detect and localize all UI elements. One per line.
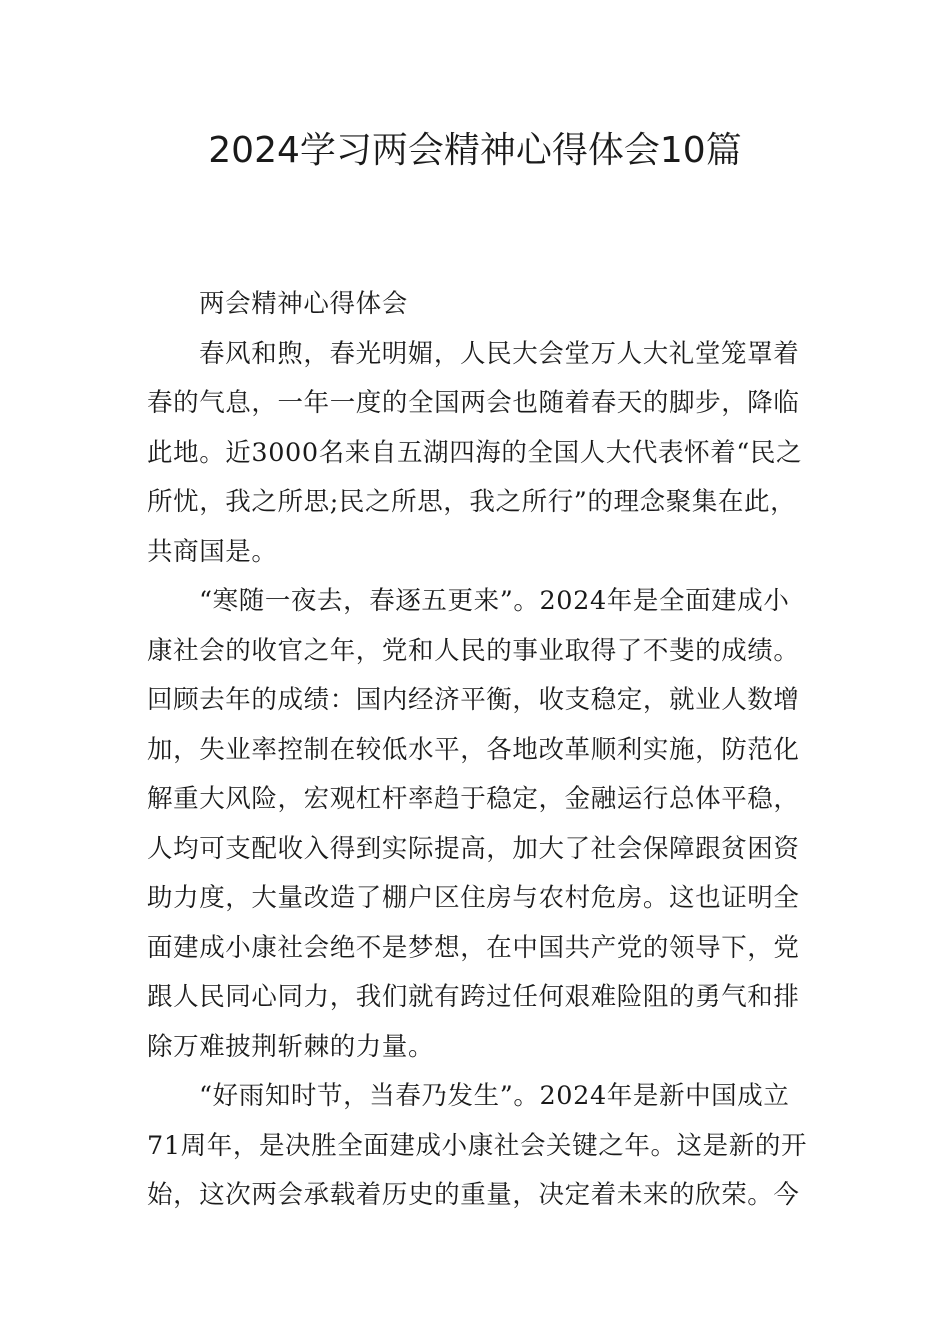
text-line: “寒随一夜去，春逐五更来”。2024年是全面建成小 bbox=[199, 586, 790, 616]
text-line: 助力度，大量改造了棚户区住房与农村危房。这也证明全 bbox=[147, 883, 800, 913]
text-line: 始，这次两会承载着历史的重量，决定着未来的欣荣。今 bbox=[147, 1180, 800, 1210]
text-line: 共商国是。 bbox=[147, 536, 278, 567]
text-line: 加，失业率控制在较低水平，各地改革顺利实施，防范化 bbox=[147, 734, 800, 765]
text-line: 71周年，是决胜全面建成小康社会关键之年。这是新的开 bbox=[147, 1130, 808, 1161]
text-line: 跟人民同心同力，我们就有跨过任何艰难险阻的勇气和排 bbox=[147, 982, 800, 1012]
text-line: 回顾去年的成绩：国内经济平衡，收支稳定，就业人数增 bbox=[147, 685, 800, 715]
text-line: 春风和煦，春光明媚，人民大会堂万人大礼堂笼罩着 bbox=[199, 338, 800, 369]
document-body bbox=[147, 280, 807, 1221]
text-line: “好雨知时节，当春乃发生”。2024年是新中国成立 bbox=[199, 1081, 790, 1111]
text-line: 除万难披荆斩棘的力量。 bbox=[147, 1031, 435, 1062]
text-line: 春的气息，一年一度的全国两会也随着春天的脚步，降临 bbox=[147, 388, 800, 418]
text-line: 所忧，我之所思;民之所思，我之所行”的理念聚集在此， bbox=[147, 487, 797, 517]
text-line: 人均可支配收入得到实际提高，加大了社会保障跟贫困资 bbox=[147, 833, 800, 864]
text-line: 两会精神心得体会 bbox=[199, 289, 408, 319]
text-line: 面建成小康社会绝不是梦想，在中国共产党的领导下，党 bbox=[147, 932, 800, 963]
document-title: 2024学习两会精神心得体会10篇 bbox=[208, 130, 742, 171]
text-line: 此地。近3000名来自五湖四海的全国人大代表怀着“民之 bbox=[147, 437, 803, 468]
text-line: 康社会的收官之年，党和人民的事业取得了不斐的成绩。 bbox=[147, 635, 800, 666]
text-line: 解重大风险，宏观杠杆率趋于稳定，金融运行总体平稳， bbox=[147, 784, 800, 814]
